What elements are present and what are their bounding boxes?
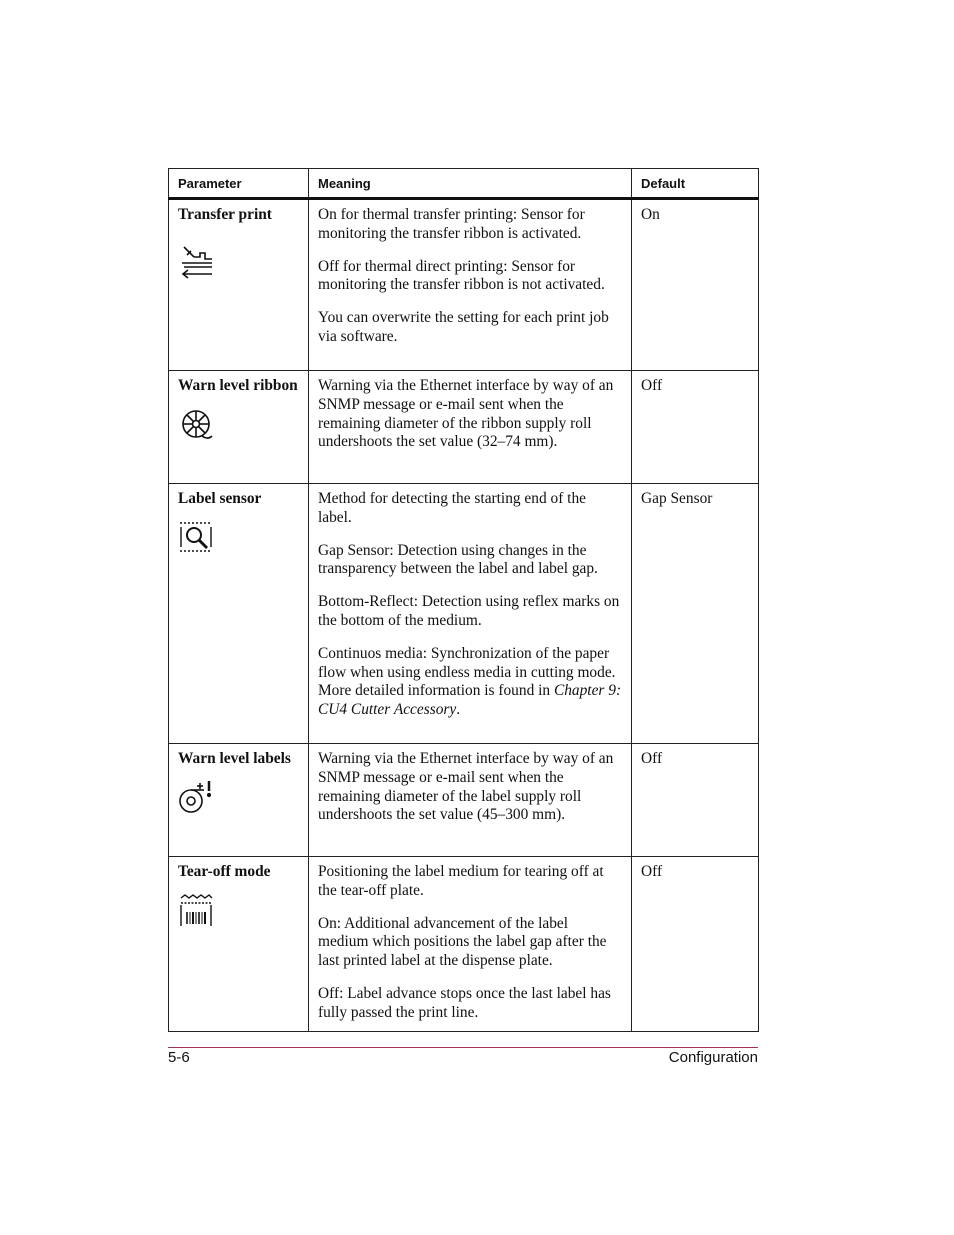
meaning-cell (309, 371, 632, 484)
section-title: Configuration (668, 1049, 758, 1066)
table-row (169, 484, 759, 744)
header-meaning: Meaning (309, 169, 632, 199)
parameter-table (168, 168, 759, 1032)
page-number: 5-6 (168, 1049, 190, 1066)
meaning-text: . (456, 701, 461, 719)
parameter-cell (169, 857, 309, 1032)
meaning-cell (309, 857, 632, 1032)
meaning-paragraph: Warning via the Ethernet interface by way of an SNMP message or e-mail sent when the remaining diameter of the ribbon supply roll undershoots the set value (32–74 mm). (318, 377, 614, 451)
parameter-name: Warn level ribbon (178, 377, 298, 394)
footer-divider (168, 1047, 758, 1048)
meaning-paragraph: On for thermal transfer printing: Sensor for monitoring the transfer ribbon is activated. (318, 206, 585, 242)
parameter-name: Label sensor (178, 490, 262, 507)
label-sensor-magnifier-icon (178, 519, 214, 555)
header-parameter: Parameter (169, 169, 309, 199)
meaning-paragraph: Off: Label advance stops once the last label has fully passed the print line. (318, 984, 611, 1021)
label-roll-warning-icon (178, 779, 214, 815)
meaning-paragraph: You can overwrite the setting for each print job via software. (318, 309, 609, 345)
meaning-paragraph: On: Additional advancement of the label medium which positions the label gap after the last printed label at the dispense plate. (318, 914, 607, 970)
default-cell: Off (632, 371, 759, 484)
parameter-cell (169, 199, 309, 371)
meaning-text: Continuos media: Synchronization of the paper flow when using endless media in cutting mode. More detailed information is found in (318, 644, 616, 700)
parameter-name: Transfer print (178, 206, 272, 223)
meaning-paragraph: Method for detecting the starting end of the label. (318, 490, 586, 526)
meaning-paragraph: Bottom-Reflect: Detection using reflex marks on the bottom of the medium. (318, 593, 620, 629)
parameter-cell (169, 484, 309, 744)
table-header-row (169, 169, 759, 199)
meaning-cell (309, 484, 632, 744)
default-cell: Off (632, 857, 759, 1032)
parameter-name: Tear-off mode (178, 863, 271, 880)
parameter-cell (169, 744, 309, 857)
meaning-paragraph: Warning via the Ethernet interface by way of an SNMP message or e-mail sent when the remaining diameter of the label supply roll undershoots the set value (45–300 mm). (318, 750, 614, 824)
meaning-cell (309, 199, 632, 371)
parameter-cell (169, 371, 309, 484)
meaning-paragraph: Gap Sensor: Detection using changes in the transparency between the label and label gap. (318, 541, 598, 578)
chapter-reference: Chapter 9: CU4 Cutter Accessory (318, 682, 622, 719)
tear-off-barcode-icon (178, 892, 214, 928)
default-cell: Gap Sensor (632, 484, 759, 744)
meaning-paragraph (318, 645, 622, 720)
meaning-cell (309, 744, 632, 857)
default-cell: On (632, 199, 759, 371)
meaning-paragraph: Off for thermal direct printing: Sensor for monitoring the transfer ribbon is not activated. (318, 257, 605, 294)
table-row (169, 857, 759, 1032)
parameter-name: Warn level labels (178, 750, 291, 767)
transfer-ribbon-icon (178, 243, 214, 279)
table-row (169, 199, 759, 371)
ribbon-roll-icon (178, 406, 214, 442)
default-cell: Off (632, 744, 759, 857)
table-row (169, 371, 759, 484)
meaning-paragraph: Positioning the label medium for tearing off at the tear-off plate. (318, 863, 604, 899)
header-default: Default (632, 169, 759, 199)
table-row (169, 744, 759, 857)
